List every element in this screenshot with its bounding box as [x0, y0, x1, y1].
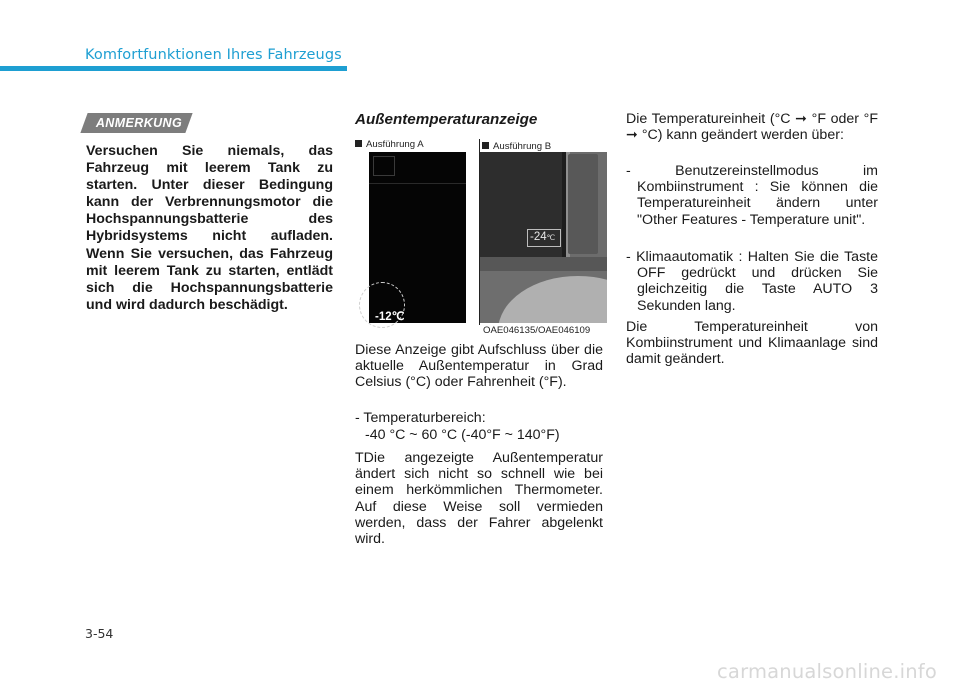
- display-edge: [562, 152, 566, 257]
- figure-label-b: Ausführung B: [482, 141, 551, 152]
- note-badge-label: ANMERKUNG: [95, 116, 183, 130]
- list-item-cluster: - Benutzereinstellmodus im Kombiinstrument : Sie können die Temperatureinheit ändern unter "Other Features - Temperature unit".: [626, 163, 878, 228]
- temperature-reading-b: -24℃: [530, 231, 556, 243]
- square-bullet-icon: [482, 142, 489, 149]
- display-divider: [369, 183, 466, 184]
- panel-bezel: [568, 154, 598, 254]
- square-bullet-icon: [355, 140, 362, 147]
- figure-code: OAE046135/OAE046109: [483, 325, 591, 336]
- section-header: Komfortfunktionen Ihres Fahrzeugs: [85, 47, 342, 63]
- paragraph-description: Diese Anzeige gibt Aufschluss über die aktuelle Außentemperatur in Grad Celsius (°C) oder Fahrenheit (°F).: [355, 342, 603, 391]
- list-item-climate: - Klimaautomatik : Halten Sie die Taste OFF gedrückt und drücken Sie gleichzeitig die Taste AUTO 3 Sekunden lang.: [626, 249, 878, 314]
- display-frame: [373, 156, 395, 176]
- header-bar: [0, 66, 347, 71]
- unit-outro: Die Temperatureinheit von Kombiinstrument und Klimaanlage sind damit geändert.: [626, 319, 878, 368]
- temperature-figure: [355, 139, 607, 336]
- watermark: carmanualsonline.info: [717, 660, 937, 683]
- cluster-display-b: [480, 152, 607, 323]
- dash-strip: [480, 257, 607, 271]
- note-text: Versuchen Sie niemals, das Fahrzeug mit leerem Tank zu starten. Unter dieser Bedingung kann der Verbrennungsmotor die Hochspannungsbatterie des Hybridsystems nicht aufladen. Wenn Sie versuchen, das Fahrzeug mit leerem Tank zu starten, entlädt sich die Hochspannungsbatterie und wird dadurch beschädigt.: [86, 143, 333, 313]
- unit-intro: Die Temperatureinheit (°C ➞ °F oder °F ➞ °C) kann geändert werden über:: [626, 111, 878, 144]
- page-number: 3-54: [85, 626, 114, 641]
- figure-label-a: Ausführung A: [355, 139, 424, 150]
- range-value: -40 °C ~ 60 °C (-40°F ~ 140°F): [365, 427, 560, 443]
- range-label: - Temperaturbereich:: [355, 410, 486, 426]
- section-title: Außentemperaturanzeige: [355, 111, 538, 128]
- paragraph-thermometer: TDie angezeigte Außentemperatur ändert sich nicht so schnell wie bei einem herkömmlichen Thermometer. Auf diese Weise soll vermieden werden, dass der Fahrer abgelenkt wird.: [355, 450, 603, 548]
- temperature-reading-a: -12℃: [375, 311, 405, 323]
